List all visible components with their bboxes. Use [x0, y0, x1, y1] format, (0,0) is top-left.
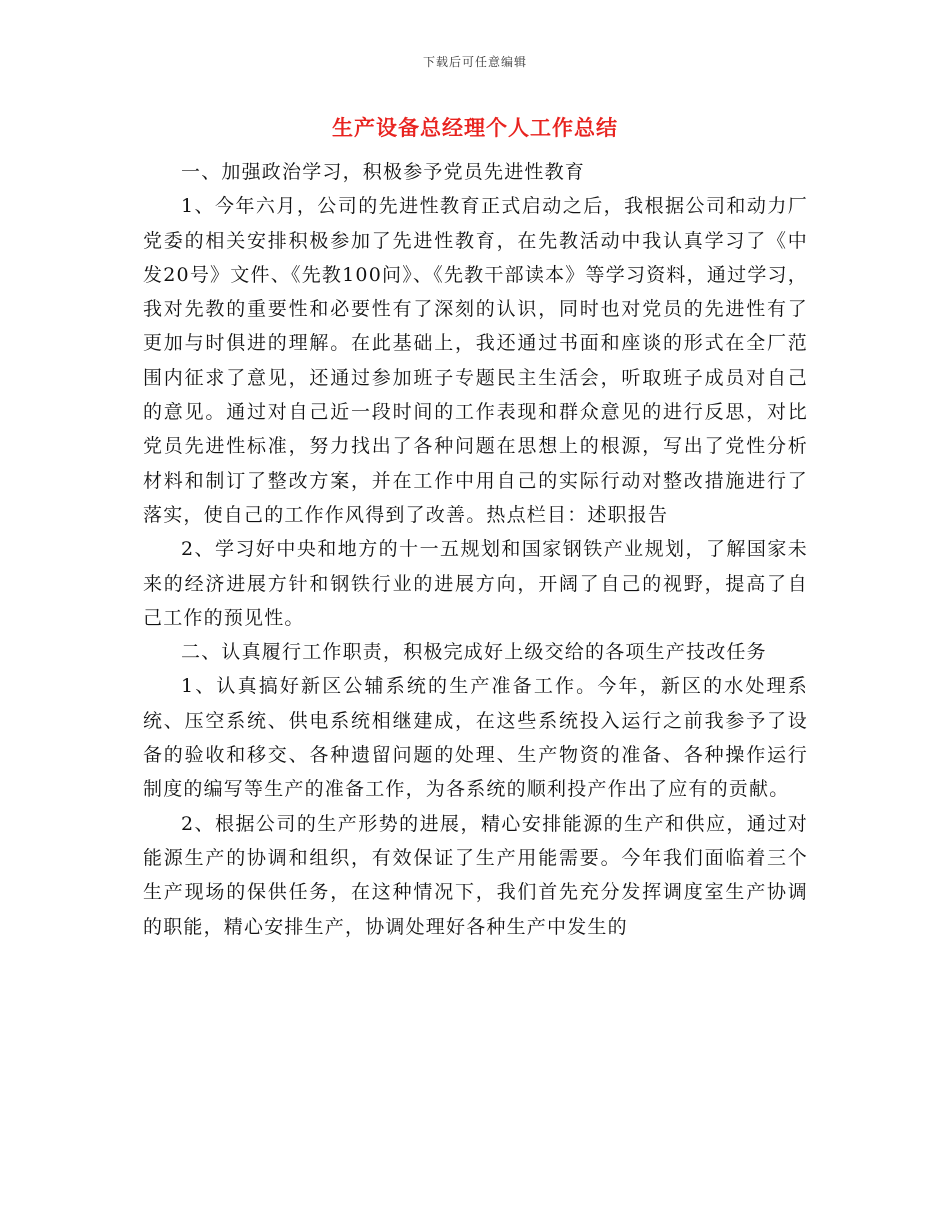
section-heading-2: 二、认真履行工作职责，积极完成好上级交给的各项生产技改任务 — [181, 641, 767, 664]
header-note: 下载后可任意编辑 — [422, 55, 527, 69]
paragraph-2-1: 1、认真搞好新区公辅系统的生产准备工作。今年，新区的水处理系统、压空系统、供电系统相继建成，在这些系统投入运行之前我参予了设备的验收和移交、各种遗留问题的处理、生产物资的准备、各种操作运行制度的编写等生产的准备工作，为各系统的顺利投产作出了应有的贡献。 — [143, 675, 808, 801]
paragraph-1-1: 1、今年六月，公司的先进性教育正式启动之后，我根据公司和动力厂党委的相关安排积极参加了先进性教育，在先教活动中我认真学习了《中发20号》文件、《先教100问》、《先教干部读本》等学习资料，通过学习，我对先教的重要性和必要性有了深刻的认识，同时也对党员的先进性有了更加与时俱进的理解。在此基础上，我还通过书面和座谈的形式在全厂范围内征求了意见，还通过参加班子专题民主生活会，听取班子成员对自己的意见。通过对自己近一段时间的工作表现和群众意见的进行反思，对比党员先进性标准，努力找出了各种问题在思想上的根源，写出了党性分析材料和制订了整改方案，并在工作中用自己的实际行动对整改措施进行了落实，使自己的工作作风得到了改善。热点栏目：述职报告 — [143, 195, 808, 526]
paragraph-2-2: 2、根据公司的生产形势的进展，精心安排能源的生产和供应，通过对能源生产的协调和组织，有效保证了生产用能需要。今年我们面临着三个生产现场的保供任务，在这种情况下，我们首先充分发挥调度室生产协调的职能，精心安排生产，协调处理好各种生产中发生的 — [143, 812, 808, 938]
paragraph-1-2: 2、学习好中央和地方的十一五规划和国家钢铁产业规划，了解国家未来的经济进展方针和钢铁行业的进展方向，开阔了自己的视野，提高了自己工作的预见性。 — [143, 538, 808, 629]
document-body — [143, 155, 808, 944]
document-title: 生产设备总经理个人工作总结 — [332, 116, 618, 140]
section-heading-1: 一、加强政治学习，积极参予党员先进性教育 — [181, 161, 586, 183]
